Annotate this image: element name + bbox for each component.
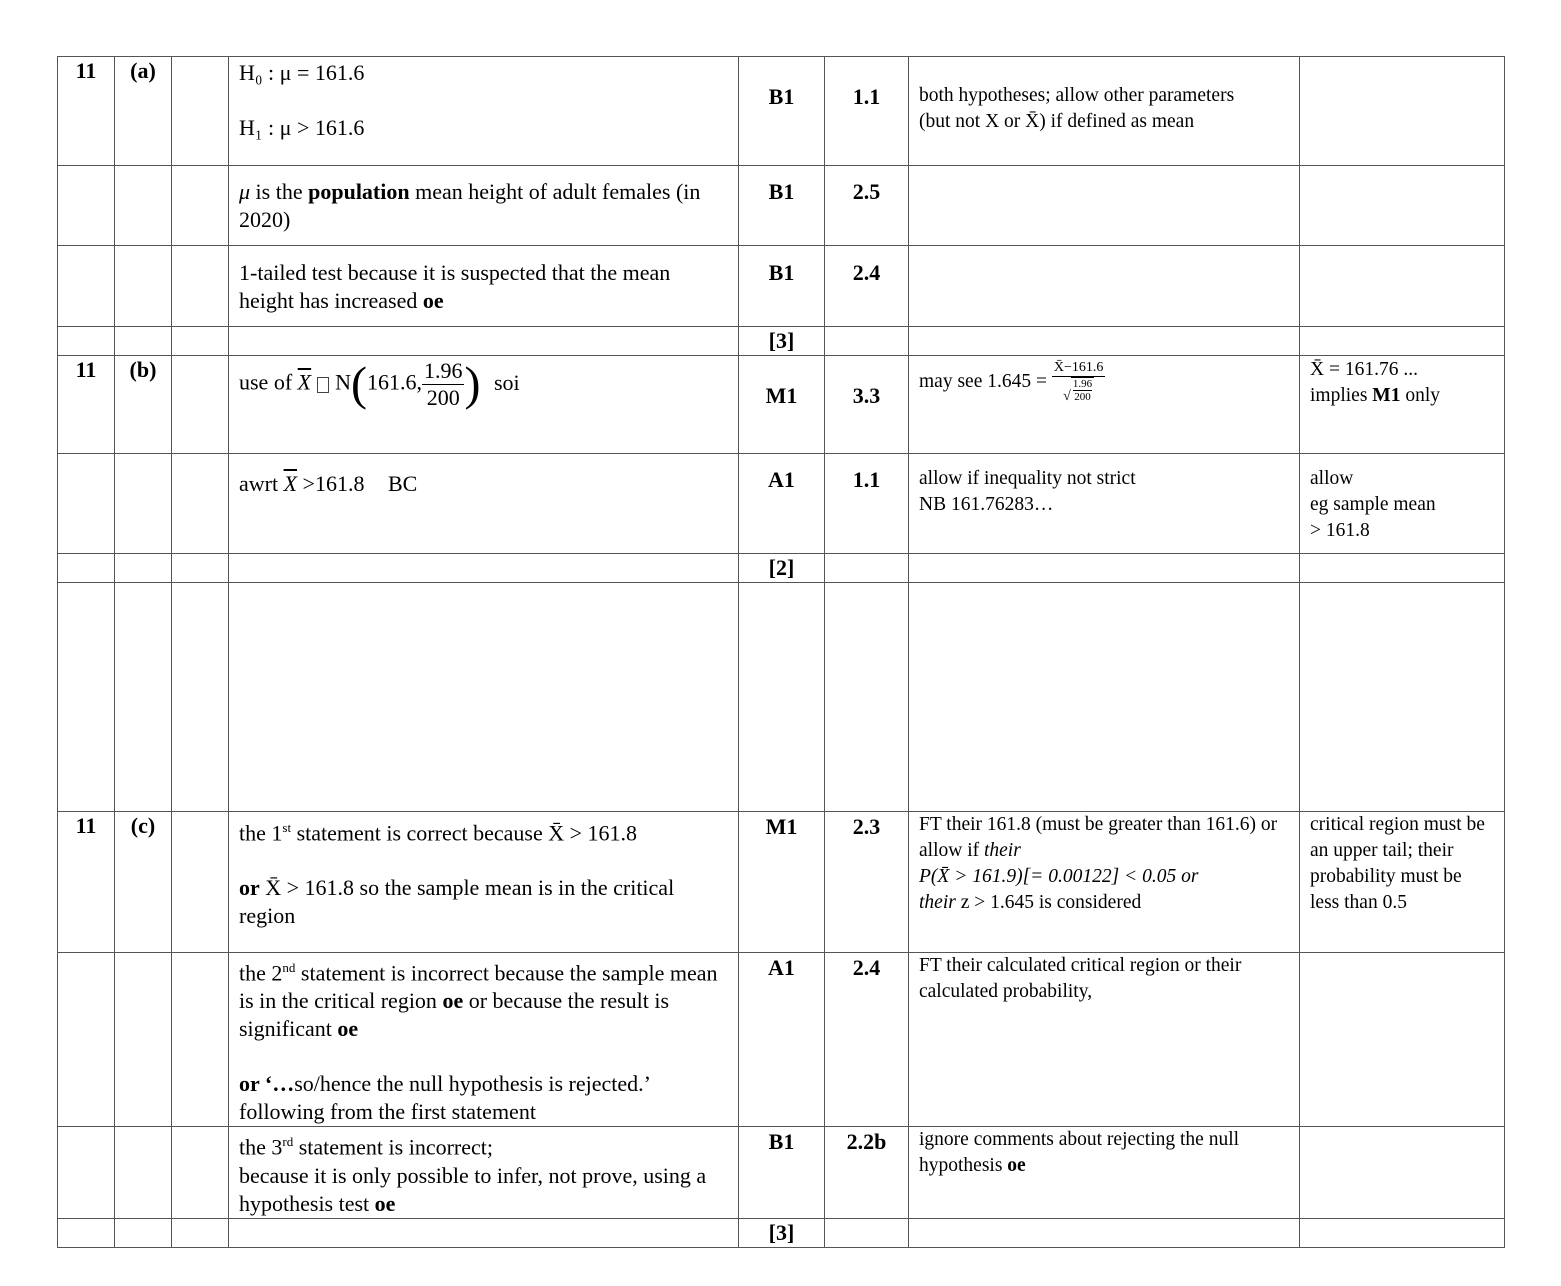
ao-code: 1.1 [852,467,881,492]
guidance-line: (but not X or X̄) if defined as mean [919,111,1195,132]
total-marks: [3] [739,327,825,356]
ordinal-suffix: nd [282,960,296,975]
guidance-italic: their [919,892,956,913]
variance-fraction [422,358,465,411]
ao-code: 2.4 [852,955,881,980]
bc-label: BC [387,471,418,496]
ao-code: 3.3 [852,383,881,408]
guidance-text: FT their 161.8 (must be greater than 161.6) or allow if [919,814,1278,861]
guidance-text: ignore comments about rejecting the null hypothesis [919,1129,1240,1177]
answer-bold: population [308,179,410,204]
mark: B1 [768,1129,795,1155]
or-label: or ‘… [239,1071,295,1097]
row-c-third-statement [58,1127,1505,1218]
ao-code: 2.4 [852,260,881,285]
row-c-second-statement [58,953,1505,1127]
oe-label: oe [1007,1155,1026,1177]
ao-code: 2.3 [852,814,881,839]
part-label: (b) [115,356,172,454]
blank-row [58,583,1505,812]
ao-code: 1.1 [852,84,881,109]
extra-cell [1300,454,1505,554]
guidance-text: z > 1.645 is considered [955,892,1142,913]
or-label: or [239,875,260,901]
ordinal-suffix: st [282,820,292,835]
answer-text: the 2 [239,960,283,986]
answer-text: statement is incorrect; [293,1134,493,1160]
h1-statement: H₁ : μ > 161.6 [239,115,365,140]
extra-line: X̄ = 161.76 ... [1310,359,1418,380]
mark-scheme-table [57,56,1505,1248]
answer-text: the 3 [239,1134,283,1160]
awrt-label: awrt [239,471,279,496]
question-number: 11 [58,356,115,454]
row-b-distribution [58,356,1505,454]
row-b-critical-value [58,454,1505,554]
guidance-italic: their [983,840,1021,861]
answer-cell [229,1127,739,1218]
ao-code: 2.2b [846,1129,887,1155]
normal-N: N [335,369,351,395]
mark: B1 [768,179,795,204]
row-a-hypotheses [58,57,1505,166]
oe-label: oe [422,288,444,313]
part-label: (a) [115,57,172,166]
answer-text: so/hence the null hypothesis is rejected.’ following from the first statement [239,1071,650,1125]
guidance-cell [909,812,1300,953]
part-label: (c) [115,812,172,953]
answer-text: because it is only possible to infer, not prove, using a hypothesis test [239,1162,707,1216]
h0-statement: H₀ : μ = 161.6 [239,60,365,85]
soi-label: soi [493,369,520,395]
question-number: 11 [58,57,115,166]
row-a-one-tailed [58,246,1505,327]
fraction-numerator: 1.96 [423,358,463,383]
guidance-text: FT their calculated critical region or their calculated probability, [919,955,1242,1002]
extra-line: eg sample mean [1310,494,1436,515]
guidance-cell [909,57,1300,166]
extra-cell [1300,356,1505,454]
mark: A1 [768,955,795,980]
row-a-total [58,327,1505,356]
guidance-cell [909,454,1300,554]
z-fraction [1052,360,1106,405]
mark: M1 [765,383,798,408]
answer-cell [229,166,739,246]
mark: B1 [768,260,795,285]
extra-line: > 161.8 [1310,520,1370,541]
guidance-cell [909,356,1300,454]
guidance-cell [909,1127,1300,1218]
total-marks: [2] [739,554,825,583]
extra-text: implies [1310,385,1373,406]
z-numerator: X̄−161.6 [1053,360,1104,375]
answer-text: X̄ > 161.8 so the sample mean is in the critical region [239,875,675,929]
ordinal-suffix: rd [282,1134,294,1150]
answer-text: is the [250,179,309,204]
guidance-line: NB 161.76283… [919,494,1054,515]
row-a-mu-definition [58,166,1505,246]
row-c-total [58,1218,1505,1247]
guidance-text: may see 1.645 = [919,370,1047,392]
extra-bold: M1 [1372,385,1401,406]
left-paren-glyph: ( [351,357,367,411]
extra-cell [1300,812,1505,953]
oe-label: oe [442,988,464,1014]
extra-text: critical region must be an upper tail; their probability must be less than 0.5 [1310,814,1485,913]
answer-cell [229,356,739,454]
mark: M1 [765,814,798,839]
tilde-box-glyph [317,377,329,393]
answer-text: 1-tailed test because it is suspected that the mean height has increased [239,260,671,313]
guidance-line: allow if inequality not strict [919,468,1136,489]
mu-symbol: μ [239,179,251,204]
sqrt-denominator: 200 [1074,391,1091,403]
guidance-line: both hypotheses; allow other parameters [919,85,1235,106]
z-denominator: √ $\frac{1.96}{200}$ [1063,378,1093,404]
guidance-cell [909,953,1300,1127]
answer-text: statement is incorrect because the sample mean is in the critical region [239,960,718,1014]
question-number: 11 [58,812,115,953]
row-c-first-statement [58,812,1505,953]
sqrt-fraction [1071,377,1094,403]
answer-cell [229,812,739,953]
extra-line: allow [1310,468,1354,489]
fraction-denominator: 200 [426,385,460,410]
oe-label: oe [337,1016,359,1042]
answer-text: or because the result is significant [239,988,670,1042]
answer-text: statement is correct because X̄ > 161.8 [291,820,638,846]
answer-text: mean height of adult females (in 2020) [239,179,701,232]
mean-value: 161.6, [366,369,422,395]
answer-cell [229,246,739,327]
answer-cell [229,57,739,166]
answer-text: the 1 [239,820,283,846]
oe-label: oe [374,1190,396,1216]
ao-code: 2.5 [852,179,881,204]
answer-cell [229,953,739,1127]
mark: B1 [768,84,795,109]
mark: A1 [768,467,795,492]
sqrt-numerator: 1.96 [1072,378,1093,390]
right-paren-glyph: ) [464,357,481,411]
xbar-symbol: $\overline{X}$ [283,471,298,496]
guidance-formula: P(X̄ > 161.9)[= 0.00122] < 0.05 or [919,866,1199,887]
extra-text: only [1400,385,1440,406]
row-b-total [58,554,1505,583]
answer-text: use of [239,369,293,395]
total-marks: [3] [739,1218,825,1247]
answer-cell [229,454,739,554]
xbar-symbol: $\overline{X}$ [297,369,312,395]
inequality: >161.8 [297,471,365,496]
